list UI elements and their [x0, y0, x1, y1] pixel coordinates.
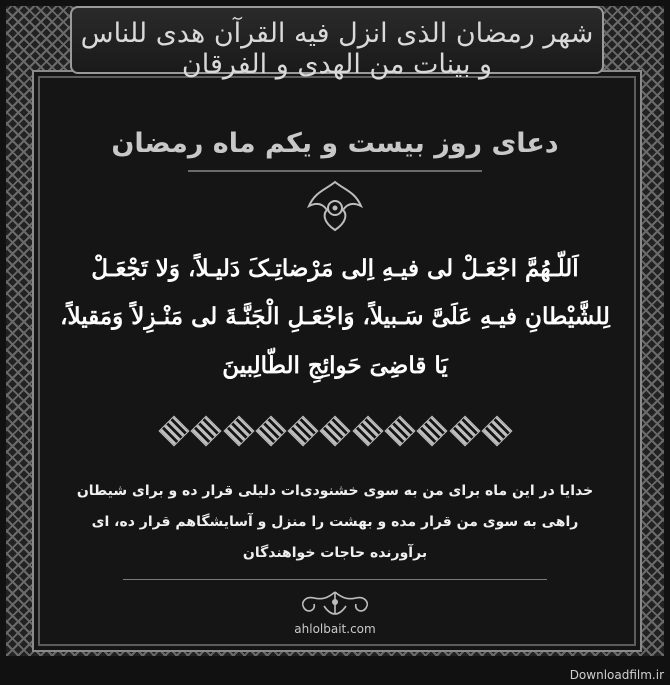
diamond-divider	[163, 420, 508, 446]
diamond-icon	[481, 415, 512, 446]
translation-line-1: خدایا در این ماه برای من به سوی خشنودی‌ات دلیلی قرار ده و برای شیطان	[76, 483, 594, 499]
diamond-icon	[191, 415, 222, 446]
calligraphy-banner	[70, 6, 604, 80]
translation-line-3: برآورنده حاجات خواهندگان	[242, 545, 428, 561]
ornament-icon	[303, 180, 367, 232]
site-url: ahlolbait.com	[294, 622, 376, 636]
prayer-line-2: لِلشَّیْطانِ فیـهِ عَلَیَّ سَـبیلاً، وَاجْعَـلِ الْجَنَّـةَ لی مَنْـزِلاً وَمَقیلاً،	[60, 303, 610, 330]
diamond-icon	[288, 415, 319, 446]
title-divider	[188, 170, 482, 172]
diamond-icon	[158, 415, 189, 446]
diamond-icon	[385, 415, 416, 446]
prayer-line-3: یَا قاضِیَ حَوائِجِ الطّالِبینَ	[222, 352, 448, 379]
prayer-line-1: اَللّـهُمَّ اجْعَـلْ لی فیـهِ اِلی مَرْضاتِـکَ دَلیـلاً، وَلا تَجْعَـلْ	[91, 255, 579, 282]
flourish-icon	[270, 588, 400, 618]
diamond-icon	[352, 415, 383, 446]
diamond-icon	[255, 415, 286, 446]
diamond-icon	[223, 415, 254, 446]
diamond-icon	[449, 415, 480, 446]
watermark: Downloadfilm.ir	[569, 668, 664, 682]
page-title: دعای روز بیست و یکم ماه رمضان	[111, 128, 559, 159]
bottom-divider	[123, 579, 547, 580]
diamond-icon	[417, 415, 448, 446]
translation-line-2: راهی به سوی من قرار مده و بهشت را منزل و آسایشگاهم قرار ده، ای	[91, 514, 579, 530]
banner-calligraphy-text: شهر رمضان الذی انزل فیه القرآن هدی للناس و بینات من الهدی و الفرقان	[80, 18, 594, 80]
diamond-icon	[320, 415, 351, 446]
